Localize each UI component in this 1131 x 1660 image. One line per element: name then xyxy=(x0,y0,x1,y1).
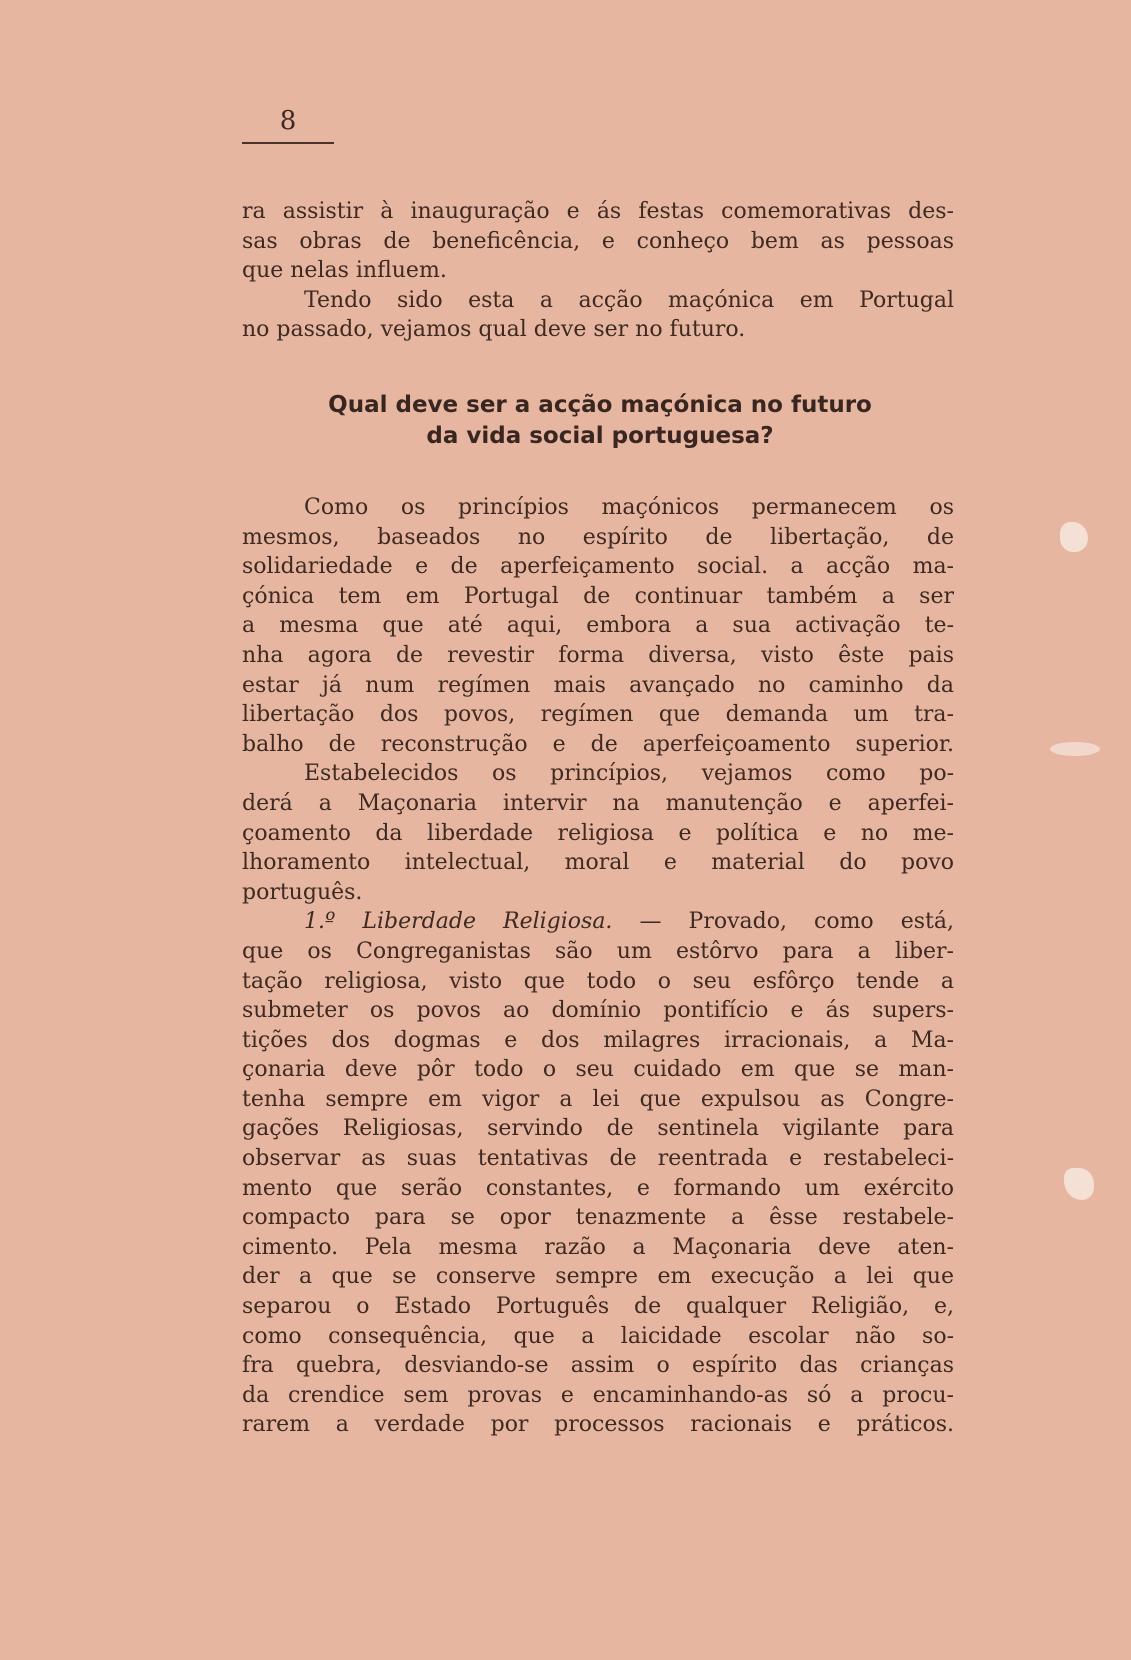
text-line: çonaria deve pôr todo o seu cuidado em que se man- xyxy=(242,1057,954,1083)
paper-damage-mark xyxy=(1050,742,1100,756)
text-line: cimento. Pela mesma razão a Maçonaria deve aten- xyxy=(242,1234,954,1260)
text-line: tições dos dogmas e dos milagres irracionais, a Ma- xyxy=(242,1027,954,1053)
text-line: Como os princípios maçónicos permanecem os xyxy=(304,495,954,520)
text-fragment: Provado, como está, xyxy=(688,909,954,935)
text-line: lhoramento intelectual, moral e material do povo xyxy=(242,850,954,876)
text-line: fra quebra, desviando-se assim o espírito das crianças xyxy=(242,1353,954,1379)
text-line: submeter os povos ao domínio pontifício e ás supers- xyxy=(242,998,954,1024)
text-line: nha agora de revestir forma diversa, visto êste pais xyxy=(242,642,954,668)
text-line: balho de reconstrução e de aperfeiçoamento superior. xyxy=(242,731,954,757)
text-line: tação religiosa, visto que todo o seu esfôrço tende a xyxy=(242,968,954,994)
text-line: compacto para se opor tenazmente a êsse restabele- xyxy=(242,1205,954,1231)
text-line: separou o Estado Português de qualquer Religião, e, xyxy=(242,1294,954,1320)
text-line: mento que serão constantes, e formando um exército xyxy=(242,1175,954,1201)
text-line: der a que se conserve sempre em execução a lei que xyxy=(242,1264,954,1290)
text-line: tenha sempre em vigor a lei que expulsou as Congre- xyxy=(242,1086,954,1112)
text-line: gações Religiosas, servindo de sentinela vigilante para xyxy=(242,1116,954,1142)
text-line: no passado, vejamos qual deve ser no futuro. xyxy=(242,317,746,343)
text-line: ra assistir à inauguração e ás festas comemorativas des- xyxy=(242,199,954,224)
text-line: derá a Maçonaria intervir na manutenção e aperfei- xyxy=(242,790,954,816)
text-line: estar já num regímen mais avançado no caminho da xyxy=(242,672,954,698)
section-number: 1.º xyxy=(304,909,336,935)
text-line: çónica tem em Portugal de continuar também a ser xyxy=(242,583,954,609)
heading-line: da vida social portuguesa? xyxy=(426,423,774,449)
section-religious-first-line xyxy=(242,907,954,937)
text-line: solidariedade e de aperfeiçamento social. a acção ma- xyxy=(242,554,954,580)
paragraph-intro xyxy=(242,197,954,345)
text-line: que nelas influem. xyxy=(242,258,447,284)
heading-line: Qual deve ser a acção maçónica no futuro xyxy=(328,392,872,418)
text-line: da crendice sem provas e encaminhando-as só a procu- xyxy=(242,1382,954,1408)
text-line: çoamento da liberdade religiosa e política e no me- xyxy=(242,820,954,846)
paper-damage-mark xyxy=(1060,522,1088,552)
text-line: como consequência, que a laicidade escolar não so- xyxy=(242,1323,954,1349)
text-line: observar as suas tentativas de reentrada e restabeleci- xyxy=(242,1146,954,1172)
page-number: 8 xyxy=(242,106,334,144)
paragraph-principles xyxy=(242,493,954,1440)
text-line: rarem a verdade por processos racionais e práticos. xyxy=(242,1412,954,1438)
section-title: Liberdade Religiosa. xyxy=(362,909,613,935)
text-line: que os Congreganistas são um estôrvo para a liber- xyxy=(242,938,954,964)
text-line: Estabelecidos os princípios, vejamos como po- xyxy=(304,761,954,787)
paper-damage-mark xyxy=(1064,1168,1094,1200)
text-line: português. xyxy=(242,879,363,905)
text-line: mesmos, baseados no espírito de libertação, de xyxy=(242,524,954,550)
section-heading xyxy=(260,390,940,452)
text-line: a mesma que até aqui, embora a sua activação te- xyxy=(242,613,954,639)
text-line: libertação dos povos, regímen que demanda um tra- xyxy=(242,702,954,728)
em-dash: — xyxy=(612,909,689,935)
text-line: sas obras de beneficência, e conheço bem as pessoas xyxy=(242,228,954,254)
text-line: Tendo sido esta a acção maçónica em Portugal xyxy=(304,287,954,313)
